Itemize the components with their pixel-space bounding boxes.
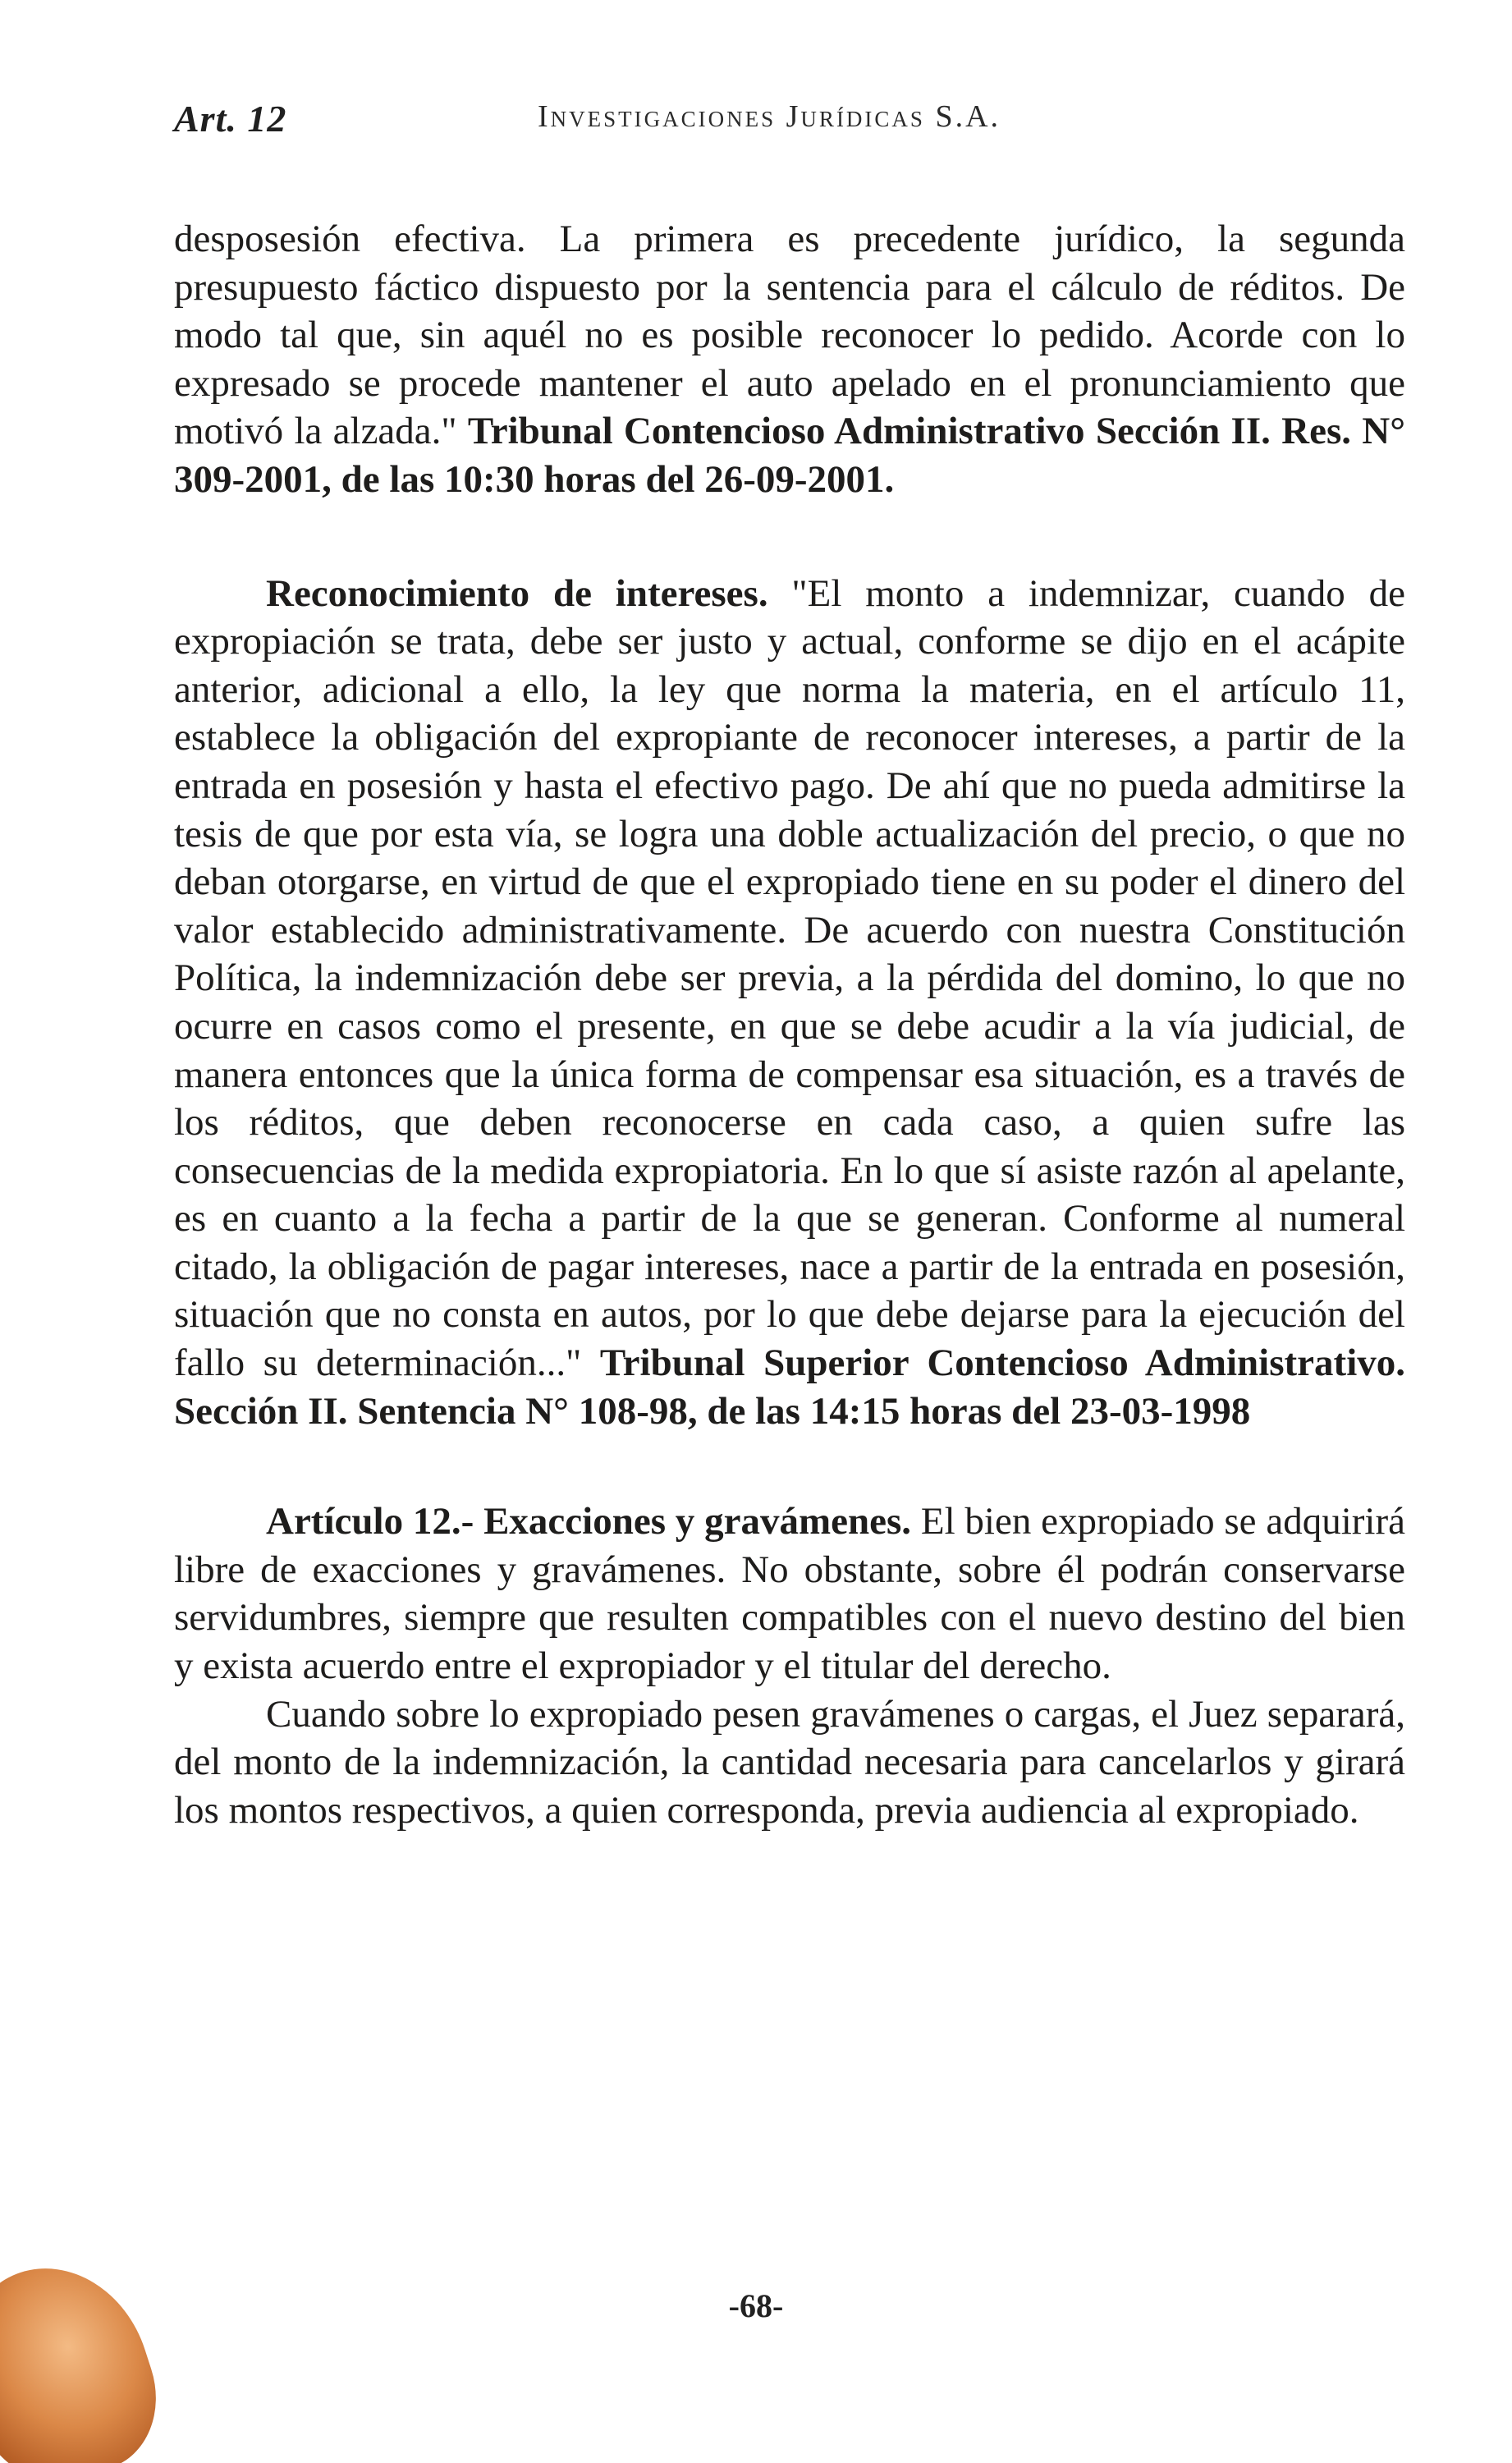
article-label: Art. 12 [174, 98, 287, 140]
paragraph-continuation [174, 215, 1405, 504]
article-heading: Artículo 12.- Exacciones y gravámenes. [266, 1500, 912, 1543]
paragraph-text: Cuando sobre lo expropiado pesen gravámenes o cargas, el Juez separará, del monto de la indemnización, la cantidad necesaria para cancelarlos y girará los montos respectivos, a quien corresponda, previa audiencia al expropiado. [174, 1692, 1405, 1832]
paragraph-text: "El monto a indemnizar, cuando de expropiación se trata, debe ser justo y actual, conforme se dijo en el acápite anterior, adicional a ello, la ley que norma la materia, en el artículo 11, establece la obligación del expropiante de reconocer intereses, a partir de la entrada en posesión y hasta el efectivo pago. De ahí que no pueda admitirse la tesis de que por esta vía, se logra una doble actualización del precio, o que no deban otorgarse, en virtud de que el expropiado tiene en su poder el dinero del valor establecido administrativamente. De acuerdo con nuestra Constitución Política, la indemnización debe ser previa, a la pérdida del domino, lo que no ocurre en casos como el presente, en que se debe acudir a la vía judicial, de manera entonces que la única forma de compensar esa situación, es a través de los réditos, que deben reconocerse en cada caso, a quien sufre las consecuencias de la medida expropiatoria. En lo que sí asiste razón al apelante, es en cuanto a la fecha a partir de la que se generan. Conforme al numeral citado, la obligación de pagar intereses, nace a partir de la entrada en posesión, situación que no consta en autos, por lo que debe dejarse para la ejecución del fallo su determinación..." [174, 571, 1405, 1385]
page-header [0, 0, 1512, 213]
paragraph-intereses [174, 570, 1405, 1436]
paragraph-gap [174, 1435, 1405, 1498]
thumb-shadow [0, 2243, 176, 2463]
page-number: -68- [728, 2287, 784, 2324]
citation: Tribunal Contencioso Administrativo Sección II. Res. N° 309-2001, de las 10:30 horas del 26-09-2001. [174, 410, 1405, 501]
running-head: Investigaciones Jurídicas S.A. [538, 99, 1001, 134]
section-heading: Reconocimiento de intereses. [266, 571, 768, 615]
article-12-second-paragraph [174, 1690, 1405, 1835]
paragraph-gap [174, 504, 1405, 570]
citation: Tribunal Superior Contencioso Administrativo. Sección II. Sentencia N° 108-98, de las 14:15 horas del 23-03-1998 [174, 1342, 1405, 1433]
paragraph-text: El bien expropiado se adquirirá libre de exacciones y gravámenes. No obstante, sobre él podrán conservarse servidumbres, siempre que resulten compatibles con el nuevo destino del bien y exista acuerdo entre el expropiador y el titular del derecho. [174, 1500, 1405, 1688]
article-12-paragraph [174, 1498, 1405, 1690]
body-text [174, 215, 1405, 1834]
paragraph-text: desposesión efectiva. La primera es precedente jurídico, la segunda presupuesto fáctico dispuesto por la sentencia para el cálculo de réditos. De modo tal que, sin aquél no es posible reconocer lo pedido. Acorde con lo expresado se procede mantener el auto apelado en el pronunciamiento que motivó la alzada." [174, 218, 1405, 453]
